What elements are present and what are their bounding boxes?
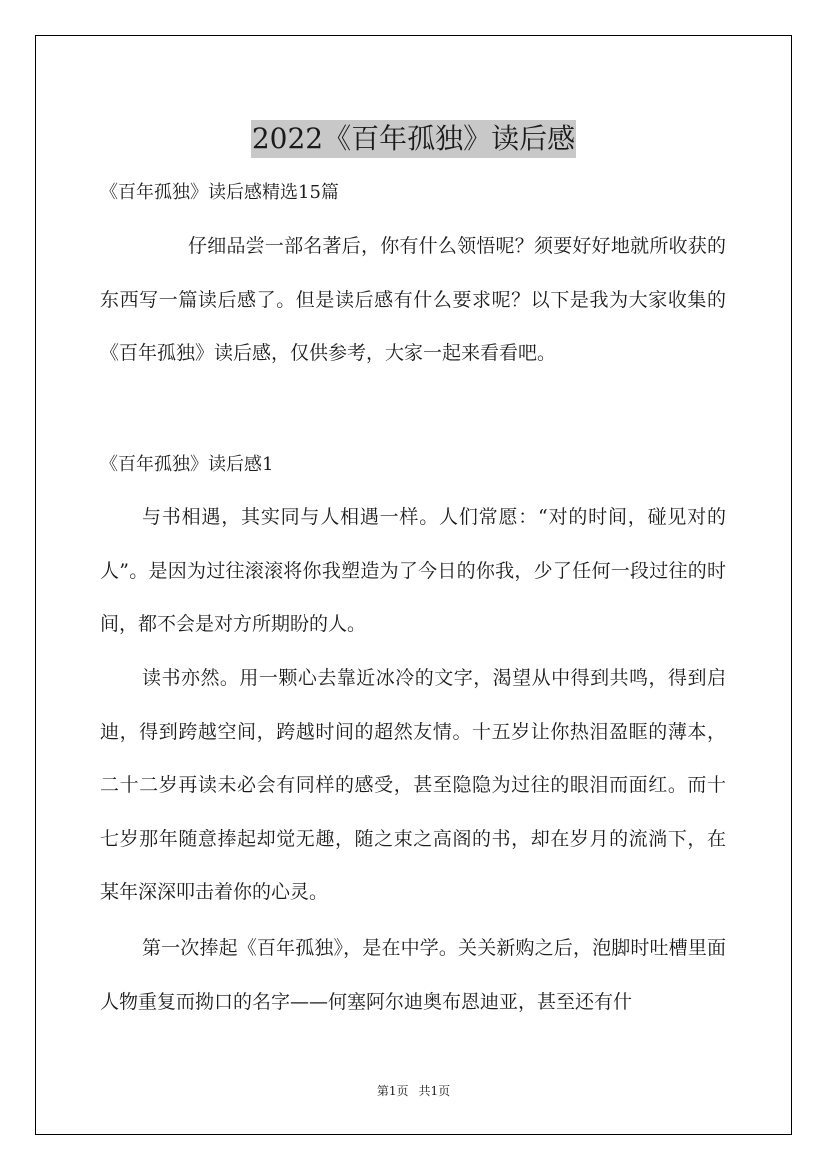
body-paragraph: 读书亦然。用一颗心去靠近冰冷的文字，渴望从中得到共鸣，得到启迪，得到跨越空间，跨越时间的超然友情。十五岁让你热泪盈眶的薄本，二十二岁再读未必会有同样的感受，甚至隐隐为过往的眼泪而面红。而十七岁那年随意捧起却觉无趣，随之束之高阁的书，却在岁月的流淌下，在某年深深叩击着你的心灵。	[100, 667, 726, 903]
body-paragraph: 与书相遇，其实同与人相遇一样。人们常愿：“对的时间，碰见对的人”。是因为过往滚滚将你我塑造为了今日的你我，少了任何一段过往的时间，都不会是对方所期盼的人。	[100, 506, 726, 635]
body-paragraph: 第一次捧起《百年孤独》，是在中学。关关新购之后，泡脚时吐槽里面人物重复而拗口的名字——何塞阿尔迪奥布恩迪亚，甚至还有什	[100, 937, 726, 1013]
section-heading: 《百年孤独》读后感1	[100, 454, 274, 475]
intro-paragraph: 仔细品尝一部名著后，你有什么领悟呢？须要好好地就所收获的东西写一篇读后感了。但是读后感有什么要求呢？以下是我为大家收集的《百年孤独》读后感，仅供参考，大家一起来看看吧。	[100, 235, 726, 364]
page-number-total: 共1页	[418, 1084, 451, 1098]
page-number-current: 第1页	[376, 1084, 409, 1098]
page-footer	[0, 1083, 827, 1099]
document-subtitle: 《百年孤独》读后感精选15篇	[100, 182, 339, 203]
document-title: 2022《百年孤独》读后感	[251, 120, 576, 158]
title-container	[0, 101, 827, 177]
